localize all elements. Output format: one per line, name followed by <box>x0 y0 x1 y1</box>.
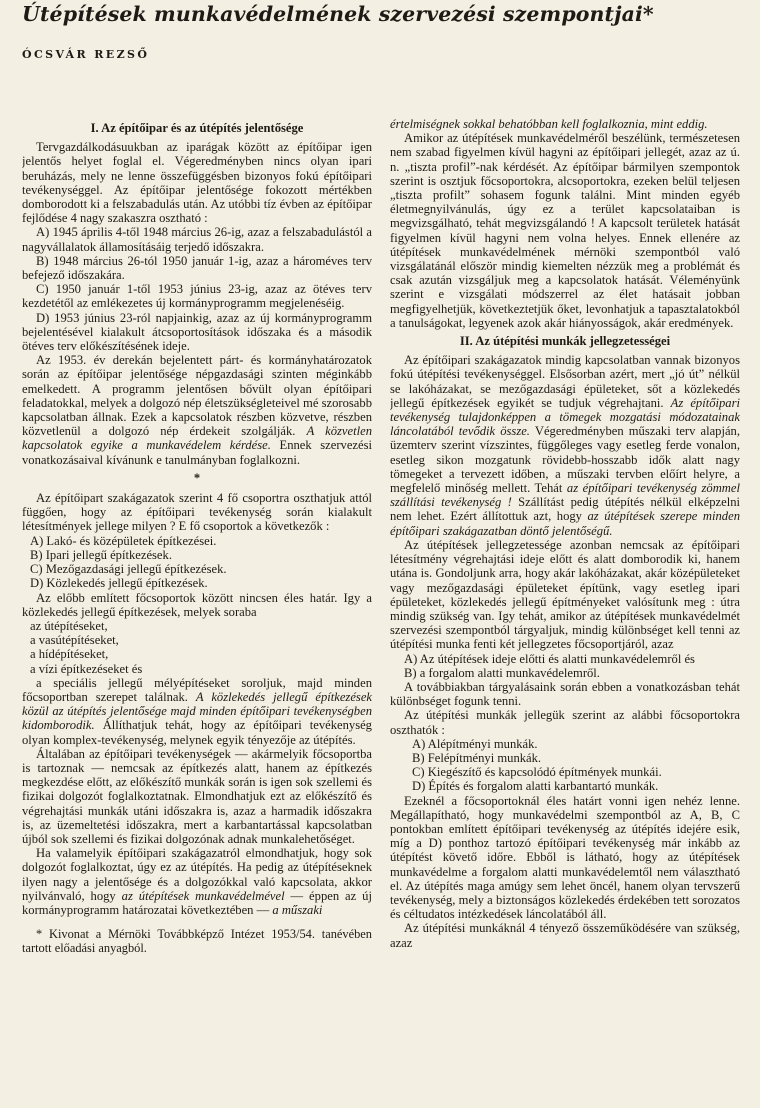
text-run: Ha valamelyik építőipari szakágazatról elmondhatjuk, hogy sok dolgozót foglalkoztat, úgy ez az útépítés. Ha pedig az útépítéseknek ilyen nagy a jelentősége és a dolgozókkal való kapcsolata, akkor nyilvánvaló, hogy <box>22 846 372 903</box>
list-item: D) Építés és forgalom alatti karbantartó munkák. <box>412 779 659 794</box>
paragraph: Általában az építőipari tevékenységek — akármelyik főcsoportba is tartoznak — nemcsak az építkezés alatt, hanem az építkezés megkezdése előtt, az előkészítő munkák során is igen sok szellemi és fizikai dolgozót foglalkoztatnak. Elmondhatjuk ezt az előkészítő és végrehajtási munkák utáni időszakra is, azaz a harmadik időszakra is, az üzemeltetési időszakra, mert a karbantartással kapcsolatban újból sok szellemi és fizikai dolgozónak adnak munkalehetőséget. <box>22 746 372 846</box>
author-name: ÓCSVÁR REZSŐ <box>22 48 150 61</box>
paragraph: Az útépítési munkák jellegük szerint az alábbi főcsoportokra oszthatók : <box>390 708 740 737</box>
list-item: B) Felépítményi munkák. <box>412 750 542 765</box>
paragraph: Amikor az útépítések munkavédelméről beszélünk, természetesen nem szabad figyelmen kívül hagyni az építőipari jellegét, azaz az ú. n. „tiszta profil”-nak kérdését. Az építőipar bármilyen szempontok szerint is osztjuk főcsoportokra, alcsoportokra, ezeken belül teljesen „tiszta profilt” sohasem fogunk találni. Mint minden egyéb életmegnyilvánulás, úgy ez a terület kapcsolataiban is megvizsgálható, tehát megvizsgálandó ! A kapcsolt területek hatását figyelmen kívül hagyni nem volna helyes. Ennek ellenére az útépítések munkavédelmének mérnöki szempontból való vizsgálatánál először mindig kiemelten nézzük meg a problémát és csak azután vizsgáljuk meg a kapcsolatok hatását. Véleményünk szerint e vizsgálati módszerrel az élet hatásait jobban megfigyelhetjük, következtetjük őket, levonhatjuk a tapasztalatokból a tanulságokat, legyenek azok akár hiányosságok, akár eredmények. <box>390 131 740 330</box>
paragraph: A továbbiakban tárgyalásaink során ebben a vonatkozásban tehát különbséget fogunk tenni. <box>390 679 740 709</box>
emphasis: az útépítések munkavédelmével <box>121 888 285 903</box>
emphasis: a műszaki <box>272 902 323 917</box>
article-title: Útépítések munkavédelmének szervezési szempontjai* <box>22 2 654 26</box>
text-run: Ennek szervezési vonatkozásaival kívánunk e tanulmányban foglalkozni. <box>22 438 372 467</box>
list-item: a hídépítéseket, <box>30 647 109 662</box>
footnote: * Kivonat a Mérnöki Továbbképző Intézet 1953/54. tanévében tartott előadási anyagból. <box>22 927 372 956</box>
text-run: Állíthatjuk tehát, hogy az építőipari tevékenység olyan komplex-tevékenység, melynek egyik tényezője az útépítés. <box>22 718 372 747</box>
paragraph: Az útépítések jellegzetessége azonban nemcsak az építőipari létesítmény végrehajtási ideje előtt és alatt domborodik ki, hanem utána is. Gondoljunk arra, hogy akár lakóházakat, akár középületeket vagy mezőgazdasági épületeket építünk, vagy esetleg ipari épületeket, közlekedés jellegű építményeket valósítunk meg : útra mindig szükség van. Igy tehát, amikor az útépítések munkavédelmét szervezési szempontból tárgyaljuk, mindig különbséget kell tenni az útépítési munka fenti két jellegzetes főcsoportjáról, azaz <box>390 537 740 652</box>
left-column <box>22 117 372 1102</box>
paragraph <box>390 117 740 131</box>
period-d: D) 1953 június 23-ról napjainkig, azaz az új kormányprogramm bejelentésével kialakult átcsoportosítások időszaka és a második ötéves terv előkészítésének ideje. <box>22 310 372 354</box>
section-heading-2: II. Az útépítési munkák jellegzetességei <box>459 334 671 349</box>
text-run: Az 1953. év derekán bejelentett párt- és kormányhatározatok során az építőipar jelentősége népgazdasági szinten méginkább emelkedett. A programm jelentősen bővült olyan építőipari feladatokkal, melyek a dolgozó nép életszükségleteivel mé szorosabb kapcsolatban állnak. Ezek a kapcsolatok részben közvetve, részben közvetlenül a dolgozó nép érdekeit szolgálják. <box>22 353 372 439</box>
text-run: — éppen az új kormányprogramm határozatai következtében — <box>22 888 372 917</box>
paragraph: Az útépítési munkáknál 4 tényező összeműködésére van szükség, azaz <box>390 921 740 950</box>
paragraph <box>390 353 740 538</box>
paragraph: Az előbb említett főcsoportok között nincsen éles határ. Igy a közlekedés jellegű építkezések, melyek soraba <box>22 590 372 619</box>
paragraph: Ezeknél a főcsoportoknál éles határt vonni igen nehéz lenne. Megállapítható, hogy munkavédelmi szempontból az A, B, C pontokban említett építőipari tevékenység az útépítés idejére esik, míg a D) ponthoz tartozó építőipari tevékenység már inkább az útépítést követő időre. Ebből is látható, hogy az útépítések munkavédelme a forgalom alatti munkavédelemtől nem választható el. Az útépítés maga amúgy sem lehet öncél, hanem olyan tervszerű tevékenység, mely a biztonságos közlekedés érdekében tett sorozatos és céltudatos intézkedések láncolatából áll. <box>390 793 740 922</box>
period-c: C) 1950 január 1-től 1953 június 23-ig, azaz az ötéves terv kezdetétől az emlékezetes új kormányprogramm megjelenéséig. <box>22 282 372 311</box>
list-item: C) Mezőgazdasági jellegű építkezések. <box>30 562 227 577</box>
emphasis: az útépítések szerepe minden építőipari szakágazatban döntő jelentőségű. <box>390 509 740 538</box>
right-column <box>390 117 740 1102</box>
list-item: D) Közlekedés jellegű építkezések. <box>30 576 208 591</box>
period-b: B) 1948 március 26-tól 1950 január 1-ig, azaz a hároméves terv befejező időszakára. <box>22 253 372 283</box>
list-item: A) Lakó- és középületek építkezései. <box>30 533 217 548</box>
section-heading-1: I. Az építőipar és az útépítés jelentősége <box>90 121 304 135</box>
text-run: Szállítást pedig útépítés nélkül elképzelni nem lehet. Ezért állítottuk azt, hogy <box>390 495 740 524</box>
paragraph: Tervgazdálkodásuukban az iparágak között az építőipar igen jelentős helyet foglal el. Végeredményben nincs olyan ipari beruházás, mely ne lenne összefüggésben bizonyos fokú építőipari tevékenységgel. Az építőipar jelentősége fokozott mértékben domborodott ki a felszabadulás után. Az utóbbi tíz évben az építőipar fejlődése 4 nagy szakaszra osztható : <box>22 140 372 226</box>
paragraph: Az építőipart szakágazatok szerint 4 fő csoportra oszthatjuk attól függően, hogy az építőipari tevékenység során kialakult létesítmények jellege milyen ? E fő csoportok a következők : <box>22 491 372 534</box>
emphasis: A közvetlen kapcsolatok egyike a munkavédelem kérdése. <box>22 424 372 453</box>
emphasis: az építőipari tevékenység zömmel szállítási tevékenység ! <box>390 481 740 510</box>
paragraph: B) a forgalom alatti munkavédelemről. <box>404 665 600 680</box>
list-item: az útépítéseket, <box>30 618 108 633</box>
text-run: a speciális jellegű mélyépítéseket soroljuk, majd minden főcsoportban szerepet találnak. <box>22 675 372 704</box>
list-item: a vízi építkezéseket és <box>30 661 143 676</box>
section-separator: * <box>193 470 201 485</box>
paragraph <box>22 353 372 467</box>
text-run: Végeredményben műszaki terv alapján, üzemterv szerint vízszintes, függőleges vagy esetleg ferde vonalon, esetleg sikon mozgatunk rövidebb-hosszabb idők alatt nagy tömegeket a tervezett időben, a műszaki tervben előírt helyre, a megfelelő minőség mellett. Tehát <box>390 424 740 496</box>
emphasis: Az építőipari tevékenység tulajdonképpen a tömegek mozgatási módozatainak láncolatából tevődik össze. <box>390 395 740 439</box>
list-item: B) Ipari jellegű építkezések. <box>30 547 172 562</box>
paragraph: A) Az útépítések ideje előtti és alatti munkavédelemről és <box>404 651 695 666</box>
list-item: C) Kiegészítő és kapcsolódó építmények munkái. <box>412 765 662 780</box>
list-item: A) Alépítményi munkák. <box>412 736 538 751</box>
period-a: A) 1945 április 4-től 1948 március 26-ig, azaz a felszabadulástól a nagyvállalatok államosításáig terjedő időszakra. <box>22 225 372 254</box>
emphasis: értelmiségnek sokkal behatóbban kell foglalkoznia, mint eddig. <box>390 117 708 131</box>
list-item: a vasútépítéseket, <box>30 633 119 648</box>
paragraph <box>22 676 372 747</box>
emphasis: A közlekedés jellegű építkezések közül az útépítés jelentősége majd minden építőipari tevékenységben kidomborodik. <box>22 689 372 733</box>
paragraph <box>22 846 372 917</box>
text-run: Az építőipari szakágazatok mindig kapcsolatban vannak bizonyos fokú útépítési tevékenységgel. Elsősorban azért, mert „jó út” nélkül se lakóházakat, se mezőgazdasági épületeket, sőt a közlekedés jellegű építkezések egyikét se tudjuk végrehajtani. <box>390 353 740 410</box>
